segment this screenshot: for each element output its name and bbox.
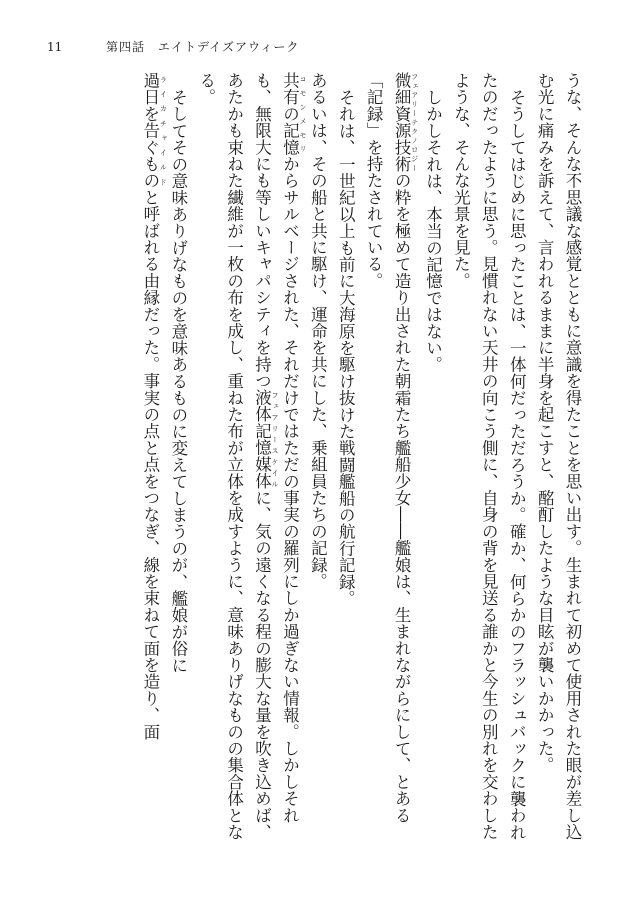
ruby-like-a-child: 過日を告ぐもの ライカチャイルド bbox=[140, 72, 168, 189]
paragraph-4: 微細資源技術 フェアリーテクノロジーの粋を極めて造り出された朝霜たち艦船少女――艦娘は、生まれながらにして、とある「記録」を持たされている。 bbox=[364, 72, 419, 824]
chapter-title: 第四話 エイトデイズアウィーク bbox=[106, 40, 300, 54]
ruby-fairy-technology: 微細資源技術 フェアリーテクノロジー bbox=[392, 72, 419, 173]
page-number: 11 bbox=[47, 40, 63, 54]
paragraph-6: あるいは、その船と共に駆け、運命を共にした、乗組員たちの記録。 共有の記憶 コモンメモリからサルベージされた、それだけではただの事実の羅列にしか過ぎない情報。しかしそれも、無限大にも等しいキャパシティを持つ液体記憶媒体 フェアリースケイルに、気の遠くなる程の膨大な量を吹き込めば、あたかも束ねた繊維が一枚の布を成し、重ねた布が立体を成すように、意味ありげなものの集合体となる。 bbox=[196, 72, 328, 841]
page-header bbox=[0, 38, 637, 56]
paragraph-3: しかしそれは、本当の記憶ではない。 bbox=[423, 88, 443, 373]
ruby-fairy-scale: 液体記憶媒体 フェアリースケイル bbox=[252, 389, 280, 490]
paragraph-5: それは、一世紀以上も前に大海原を駆け抜けた戦闘艦船の航行記録。 bbox=[336, 88, 356, 607]
paragraph-1: うな、そんな不思議な感覚とともに意識を得たことを思い出す。生まれて初めて使用された眼が差し込む光に痛みを訴えて、言われるままに半身を起こすと、酩酊したような目眩が襲いかかった。 bbox=[535, 72, 582, 841]
paragraph-2: そうしてはじめに思ったことは、一体何だっただろうか。確か、何らかのフラッシュバックに襲われたのだったように思う。見慣れない天井の向こう側に、自身の背を見送る誰かと今生の別れを交わしたような、そんな光景を見た。 bbox=[451, 72, 527, 841]
paragraph-7: そしてその意味ありげなものを意味あるものに変えてしまうのが、艦娘が俗に 過日を告ぐもの ライカチャイルドと呼ばれる由縁だった。事実の点と点をつなぎ、線を束ねて面を造り、面 bbox=[140, 72, 188, 741]
ruby-common-memory: 共有の記憶 コモンメモリ bbox=[280, 72, 307, 156]
vertical-text-body bbox=[58, 72, 586, 852]
